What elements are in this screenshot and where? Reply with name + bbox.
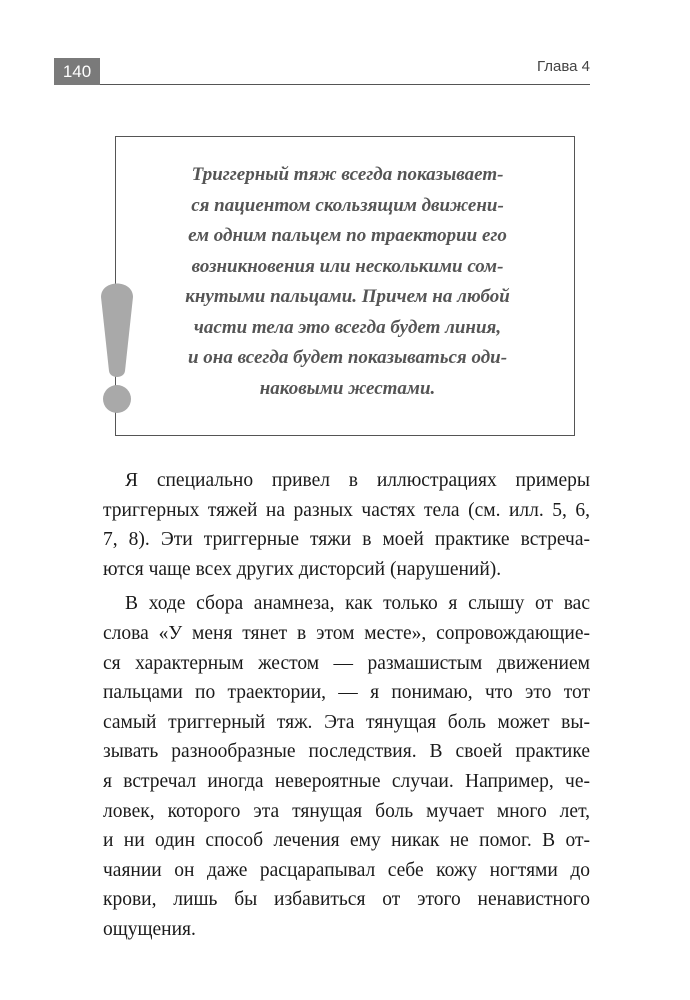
paragraph-2-line: зывать разнообразные последствия. В своей практике — [103, 741, 590, 763]
callout-line: ся пациентом скользящим движени- — [191, 194, 504, 216]
chapter-title: Глава 4 — [536, 58, 590, 75]
exclamation-icon — [97, 275, 137, 415]
paragraph-2-line: чаянии он даже расцарапывал себе кожу ногтями до — [103, 859, 590, 881]
paragraph-1-line: Я специально привел в иллюстрациях примеры — [125, 470, 590, 491]
callout-line: возникновения или несколькими сом- — [191, 255, 504, 277]
paragraph-2-line: В ходе сбора анамнеза, как только я слышу от вас — [125, 593, 590, 615]
paragraph-1-line: 7, 8). Эти триггерные тяжи в моей практике встреча- — [103, 529, 590, 551]
paragraph-1-line: ются чаще всех других дисторсий (нарушений). — [103, 558, 502, 580]
page-header — [54, 58, 590, 86]
callout-line: наковыми жестами. — [259, 377, 436, 399]
paragraph-2-line: я встречал иногда невероятные случаи. Например, че- — [103, 770, 590, 792]
callout-line: и она всегда будет показываться оди- — [187, 347, 508, 368]
callout-line: Триггерный тяж всегда показывает- — [191, 164, 504, 185]
paragraph-2-line: ловек, которого эта тянущая боль мучает много лет, — [103, 800, 590, 822]
body-text — [103, 466, 590, 945]
paragraph-2-line: крови, лишь бы избавиться от этого ненавистного — [103, 889, 590, 911]
paragraph-2-line: пальцами по траектории, — я понимаю, что это тот — [103, 682, 590, 704]
paragraph-2-line: слова «У меня тянет в этом месте», сопровождающие- — [103, 622, 590, 644]
header-rule — [100, 84, 590, 85]
paragraph-2-line: и ни один способ лечения ему никак не помог. В от- — [103, 830, 590, 852]
paragraph-2-line: самый триггерный тяж. Эта тянущая боль может вы- — [103, 711, 590, 733]
callout-text — [150, 160, 545, 404]
callout-line: ем одним пальцем по траектории его — [188, 225, 507, 246]
paragraph-2-line: ощущения. — [103, 918, 196, 940]
page-number: 140 — [54, 58, 100, 85]
paragraph-1-line: триггерных тяжей на разных частях тела (см. илл. 5, 6, — [103, 499, 590, 521]
paragraph-2-line: ся характерным жестом — размашистым движением — [103, 652, 590, 674]
callout-line: кнутыми пальцами. Причем на любой — [185, 286, 510, 307]
callout-line: части тела это всегда будет линия, — [193, 316, 502, 338]
